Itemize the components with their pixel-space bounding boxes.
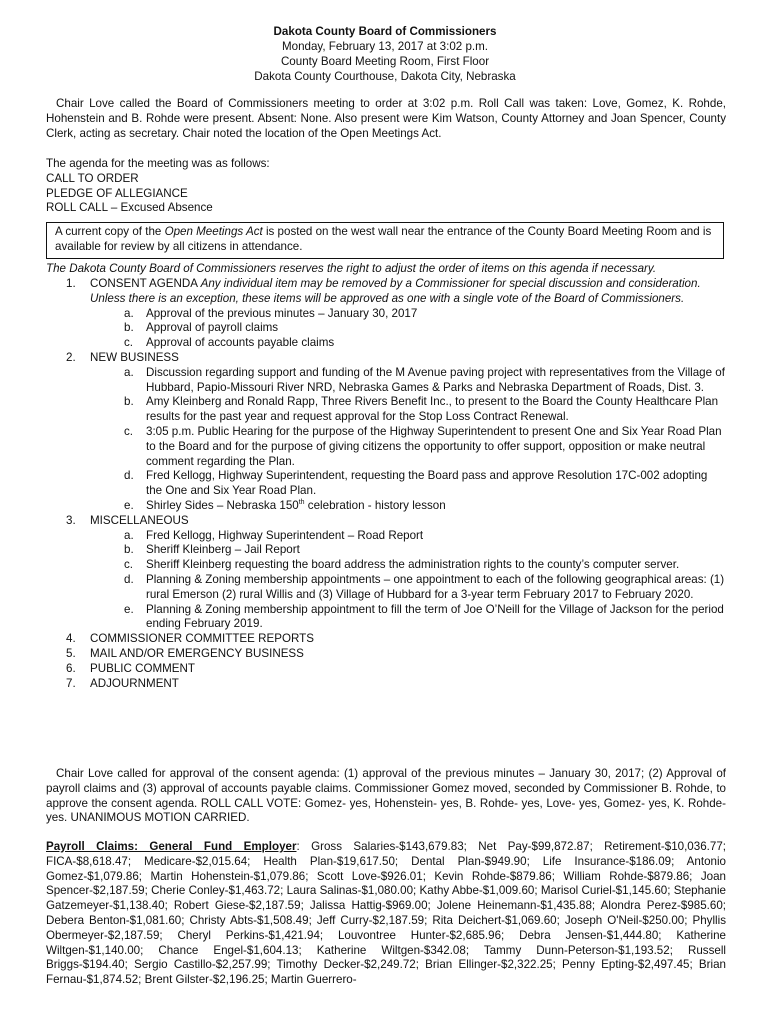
consent-motion-paragraph	[46, 767, 726, 826]
document-header	[0, 24, 770, 84]
list-item: c. 3:05 p.m. Public Hearing for the purpose of the Highway Superintendent to present One and Six Year Road Plan to the Board and for the purpose of giving citizens the opportunity to offer support, opposition or make neutral comment regarding the Plan.	[124, 424, 722, 468]
pledge-of-allegiance: PLEDGE OF ALLEGIANCE	[46, 186, 188, 200]
payroll-paragraph	[46, 840, 726, 1008]
agenda-item-adjournment: 7. ADJOURNMENT	[66, 676, 179, 690]
notice-act: Open Meetings Act	[164, 225, 263, 238]
item-label: CONSENT AGENDA	[90, 277, 201, 290]
consent-motion-text: Chair Love called for approval of the consent agenda: (1) approval of the previous minutes – January 30, 2017; (2) Approval of payroll claims and (3) approval of accounts payable claims. Commissioner Gomez moved, seconded by Commissioner B. Rohde, to approve the consent agenda. ROLL CALL VOTE: Gomez- yes, Hohenstein- yes, B. Rohde- yes, Love- yes, Gomez- yes, K. Rohde- yes. UNANIMOUS MOTION CARRIED.	[46, 767, 726, 825]
open-meetings-notice-box	[46, 222, 724, 259]
agenda-item-committee-reports: 4. COMMISSIONER COMMITTEE REPORTS	[66, 632, 314, 646]
document-title: Dakota County Board of Commissioners	[273, 25, 497, 38]
list-item: d. Planning & Zoning membership appointments – one appointment to each of the following geographical areas: (1) rural Emerson (2) rural Willis and (3) Village of Hubbard for a 3-year term February 2017 to February 2020.	[124, 572, 725, 601]
list-item: b. Sheriff Kleinberg – Jail Report	[124, 543, 300, 557]
payroll-text: : Gross Salaries-$143,679.83; Net Pay-$99,872.87; Retirement-$10,036.77; FICA-$8,618.47; Medicare-$2,015.64; Health Plan-$19,617.50; Dental Plan-$949.90; Life Insurance-$186.09; Antonio Gomez-$1,079.86; Martin Hohenstein-$1,079.86; Scott Love-$926.01; Kevin Rohde-$879.86; William Rohde-$879.86; Joan Spencer-$2,187.59; Cherie Conley-$1,463.72; Laura Salinas-$1,080.00; Kathy Abbe-$1,009.60; Marisol Curiel-$1,145.60; Stephanie Gatzemeyer-$1,138.40; Robert Giese-$2,187.59; Jalissa Hattig-$969.00; Jolene Heinemann-$1,435.88; Alondra Perez-$985.60; Debera Benton-$1,081.60; Christy Abts-$1,508.49; Jeff Curry-$2,187.59; Rita Deichert-$1,069.60; Joseph O'Neil-$250.00; Phyllis Obermeyer-$2,187.59; Cheryl Perkins-$1,421.94; Louvontree Hunter-$2,685.96; Debra Jensen-$1,444.80; Katherine Wiltgen-$1,140.00; Chance Engel-$1,604.13; Katherine Wiltgen-$342.08; Tammy Dunn-Peterson-$1,193.52; Russell Briggs-$194.40; Sergio Castillo-$2,257.99; Timothy Decker-$2,249.72; Brian Ellinger-$2,322.25; Penny Epting-$2,497.45; Brian Fernau-$1,874.52; Brent Gilster-$2,196.25; Martin Guerrero-	[46, 840, 726, 987]
item-number: 1.	[66, 277, 76, 290]
reserve-note: The Dakota County Board of Commissioners reserves the right to adjust the order of items on this agenda if necessary.	[46, 262, 657, 275]
agenda-item-miscellaneous: 3. MISCELLANEOUS	[66, 513, 189, 527]
agenda-item-mail: 5. MAIL AND/OR EMERGENCY BUSINESS	[66, 646, 304, 660]
meeting-room: County Board Meeting Room, First Floor	[280, 55, 490, 68]
meeting-location: Dakota County Courthouse, Dakota City, Nebraska	[254, 70, 516, 83]
consent-note: Any individual item may be removed by a Commissioner for special discussion and consideration. Unless there is an exception, these items will be approved as one with a single vote of the Board of Commissioners.	[90, 277, 701, 305]
list-item: a. Discussion regarding support and funding of the M Avenue paving project with representatives from the Village of Hubbard, Papio-Missouri River NRD, Nebraska Games & Parks and Nebraska Department of Roads, Dist. 3.	[124, 365, 725, 394]
agenda-opening	[46, 157, 726, 216]
intro-paragraph	[46, 97, 726, 141]
agenda-item-new-business: 2. NEW BUSINESS	[66, 350, 179, 364]
meeting-date: Monday, February 13, 2017 at 3:02 p.m.	[281, 40, 488, 53]
call-to-order: CALL TO ORDER	[46, 171, 139, 185]
agenda-item-consent	[46, 277, 726, 307]
list-item: d. Fred Kellogg, Highway Superintendent, requesting the Board pass and approve Resolution 17C-002 adopting the One and Six Year Road Plan.	[124, 469, 708, 498]
list-item: b. Amy Kleinberg and Ronald Rapp, Three Rivers Benefit Inc., to present to the Board the County Healthcare Plan results for the past year and request approval for the Stop Loss Contract Renewal.	[124, 395, 719, 424]
agenda-list	[46, 277, 726, 691]
list-item: e. Shirley Sides – Nebraska 150th celebration - history lesson	[124, 498, 446, 512]
list-item: b. Approval of payroll claims	[124, 321, 279, 335]
notice-pre: A current copy of the	[55, 225, 165, 238]
list-item: a. Fred Kellogg, Highway Superintendent – Road Report	[124, 528, 424, 542]
list-item: c. Approval of accounts payable claims	[124, 336, 335, 350]
roll-call: ROLL CALL – Excused Absence	[46, 201, 213, 215]
notice-post: is posted on the west wall near the entrance of the County Board Meeting Room and is available for review by all citizens in attendance.	[55, 225, 712, 253]
intro-text: Chair Love called the Board of Commissioners meeting to order at 3:02 p.m. Roll Call was taken: Love, Gomez, K. Rohde, Hohenstein and B. Rohde were present. Absent: None. Also present were Kim Watson, County Attorney and Joan Spencer, County Clerk, acting as secretary. Chair noted the location of the Open Meetings Act.	[46, 97, 726, 140]
list-item: a. Approval of the previous minutes – January 30, 2017	[124, 306, 418, 320]
list-item: e. Planning & Zoning membership appointment to fill the term of Joe O’Neill for the Village of Jackson for the period ending February 2019.	[124, 602, 724, 631]
agenda-item-public-comment: 6. PUBLIC COMMENT	[66, 661, 195, 675]
list-item: c. Sheriff Kleinberg requesting the board address the administration rights to the county’s computer server.	[124, 558, 680, 572]
payroll-heading: Payroll Claims: General Fund Employer	[46, 840, 297, 853]
agenda-intro: The agenda for the meeting was as follows:	[46, 157, 270, 170]
